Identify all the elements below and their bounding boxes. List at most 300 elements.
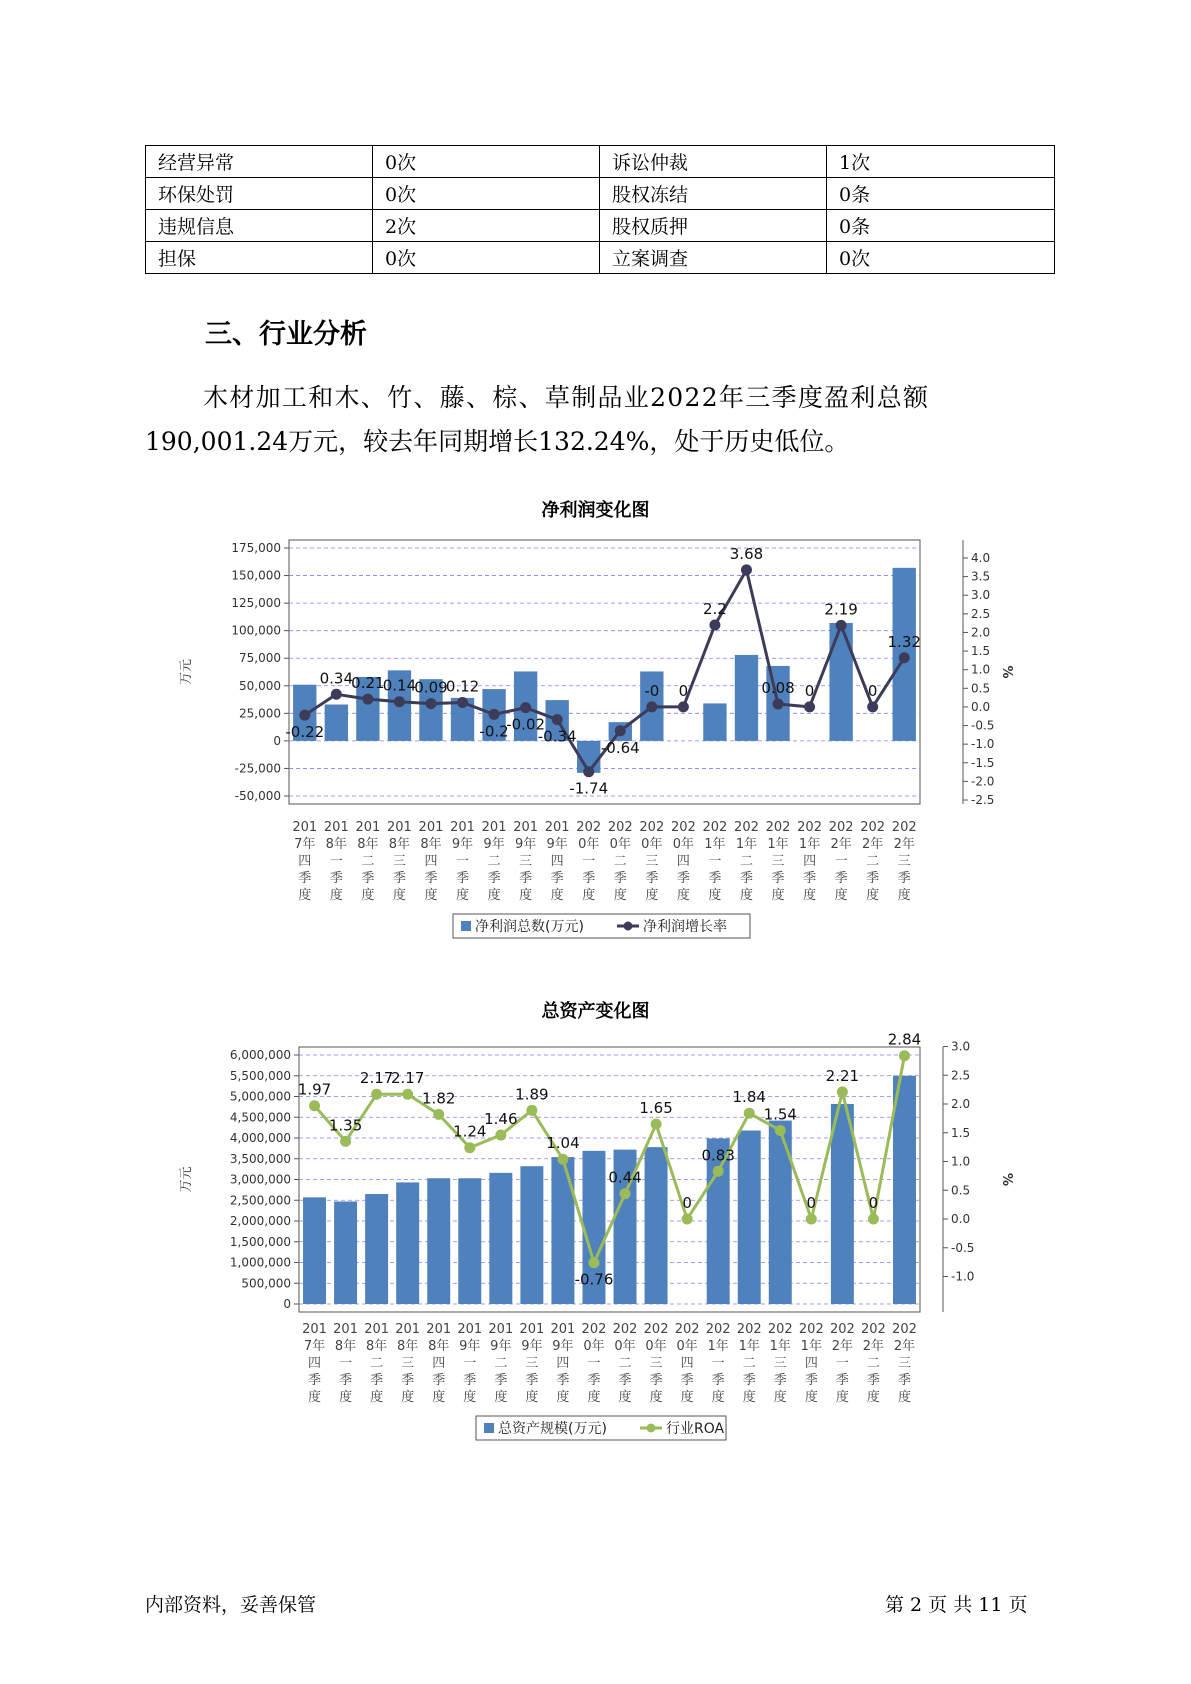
x-tick-label: 季 [339, 1373, 353, 1388]
x-tick-label: 三 [645, 854, 659, 869]
y-tick-label: 3,500,000 [229, 1151, 291, 1166]
line-point [867, 701, 878, 712]
x-tick-label: 三 [773, 1356, 787, 1371]
x-tick-label: 季 [424, 871, 438, 886]
paragraph-line-2: 190,001.24万元，较去年同期增长132.24%，处于历史低位。 [145, 427, 850, 456]
x-tick-label: 1年 [707, 1339, 729, 1354]
x-tick-label: 202 [674, 1322, 700, 1337]
x-tick-label: 四 [803, 854, 817, 869]
line-point [588, 1257, 599, 1268]
x-tick-label: 三 [649, 1356, 663, 1371]
x-tick-label: 度 [494, 1390, 508, 1405]
y-tick-label: 6,000,000 [229, 1048, 291, 1062]
x-tick-label: 0年 [672, 837, 695, 852]
x-tick-label: 四 [298, 854, 312, 869]
bar [769, 1121, 792, 1304]
data-label: 1.24 [453, 1122, 487, 1141]
x-tick-label: 9年 [490, 1339, 512, 1354]
y2-tick-label: 1.0 [971, 662, 991, 677]
data-label: -0 [644, 681, 660, 700]
data-label: 0 [868, 1194, 879, 1212]
x-tick-label: 四 [804, 1356, 818, 1371]
x-tick-label: 度 [866, 888, 880, 903]
y-tick-label: 175,000 [231, 541, 281, 555]
y2-axis-title: % [999, 665, 1014, 679]
x-tick-label: 季 [803, 871, 817, 886]
table-label-cell: 诉讼仲裁 [600, 146, 827, 178]
x-tick-label: 度 [519, 888, 533, 903]
x-tick-label: 9年 [552, 1339, 574, 1354]
x-tick-label: 二 [613, 854, 627, 869]
legend-bar-label: 总资产规模(万元) [498, 1421, 607, 1437]
data-label: 2.21 [825, 1066, 860, 1085]
x-tick-label: 度 [582, 888, 596, 903]
x-tick-label: 度 [329, 888, 343, 903]
data-label: 0 [806, 1194, 817, 1212]
x-tick-label: 四 [550, 854, 564, 869]
x-tick-label: 度 [680, 1390, 694, 1405]
y-tick-label: 1,500,000 [229, 1234, 291, 1249]
data-label: 0.34 [319, 669, 354, 688]
x-tick-label: 2年 [893, 1339, 916, 1354]
x-tick-label: 二 [866, 1356, 880, 1371]
data-label: 2.2 [702, 600, 727, 619]
bar [831, 1104, 854, 1304]
line-point [402, 1089, 413, 1100]
x-tick-label: 二 [618, 1356, 632, 1371]
x-tick-label: 度 [708, 888, 722, 903]
table-value-cell: 2次 [373, 210, 600, 242]
data-label: -0.22 [285, 723, 325, 742]
table-label-cell: 股权质押 [600, 210, 827, 242]
x-tick-label: 季 [773, 1373, 787, 1388]
x-tick-label: 季 [676, 871, 690, 886]
x-tick-label: 度 [370, 1390, 384, 1405]
data-label: 0.09 [414, 678, 448, 697]
y2-tick-label: 2.5 [951, 1068, 971, 1083]
y2-tick-label: 0.0 [971, 699, 991, 714]
y-tick-label: 150,000 [231, 568, 281, 583]
x-tick-label: 202 [639, 820, 665, 835]
x-tick-label: 三 [519, 854, 533, 869]
x-tick-label: 0年 [614, 1339, 636, 1354]
line-point [615, 725, 626, 736]
bar [303, 1197, 326, 1304]
x-tick-label: 8年 [334, 1339, 357, 1354]
y-axis-title: 万元 [179, 1166, 194, 1193]
x-tick-label: 度 [550, 888, 564, 903]
table-label-cell: 环保处罚 [146, 178, 373, 210]
line-point [371, 1089, 382, 1100]
x-tick-label: 201 [387, 820, 412, 835]
y-tick-label: 100,000 [231, 623, 281, 638]
x-tick-label: 季 [897, 1373, 911, 1388]
x-tick-label: 季 [582, 871, 596, 886]
x-tick-label: 度 [834, 888, 848, 903]
bar [396, 1182, 419, 1304]
data-label: 0 [867, 681, 878, 700]
line-point [331, 689, 342, 700]
x-tick-label: 季 [587, 1373, 601, 1388]
x-tick-label: 季 [771, 871, 785, 886]
x-tick-label: 9年 [521, 1339, 543, 1354]
paragraph-line-1: 木材加工和木、竹、藤、棕、草制品业2022年三季度盈利总额 [203, 383, 930, 412]
x-tick-label: 201 [488, 1322, 514, 1337]
x-tick-label: 202 [798, 1322, 824, 1337]
x-tick-label: 201 [481, 820, 507, 835]
x-tick-label: 202 [736, 1322, 762, 1337]
y-tick-label: 3,000,000 [229, 1172, 291, 1187]
x-tick-label: 8年 [325, 837, 347, 852]
line-point [526, 1105, 537, 1116]
x-tick-label: 2年 [862, 1339, 885, 1354]
line-point [520, 702, 531, 713]
bar [738, 1131, 761, 1304]
bar [489, 1173, 512, 1304]
line-point [899, 1050, 910, 1061]
footer-page-number: 第 2 页 共 11 页 [885, 1594, 1028, 1616]
y-tick-label: 2,000,000 [229, 1214, 291, 1228]
x-tick-label: 201 [364, 1322, 390, 1337]
y2-tick-label: -2.5 [971, 793, 995, 807]
x-tick-label: 1年 [704, 837, 726, 852]
data-label: 1.89 [515, 1085, 549, 1104]
x-tick-label: 9年 [483, 837, 505, 852]
x-tick-label: 1年 [800, 1339, 822, 1354]
x-tick-label: 季 [487, 871, 501, 886]
data-label: 2.84 [887, 1030, 922, 1049]
x-tick-label: 202 [734, 820, 759, 835]
y-axis-title: 万元 [179, 658, 194, 686]
x-tick-label: 8年 [357, 837, 379, 852]
x-tick-label: 二 [361, 854, 375, 869]
x-tick-label: 8年 [428, 1339, 450, 1354]
x-tick-label: 202 [765, 820, 791, 835]
bar [427, 1178, 450, 1304]
bar [325, 705, 348, 741]
x-tick-label: 一 [456, 854, 470, 869]
bar [735, 655, 758, 741]
x-tick-label: 季 [525, 1373, 539, 1388]
x-tick-label: 四 [556, 1356, 570, 1371]
y-tick-label: 25,000 [239, 706, 281, 721]
line-point [837, 1086, 848, 1097]
x-tick-label: 8年 [420, 837, 442, 852]
x-tick-label: 202 [828, 820, 854, 835]
table-row [146, 146, 1055, 178]
x-tick-label: 一 [708, 854, 722, 869]
x-tick-label: 2年 [862, 837, 884, 852]
table-label-cell: 股权冻结 [600, 178, 827, 210]
table-value-cell: 0次 [373, 242, 600, 274]
y-tick-label: 5,000,000 [229, 1089, 291, 1104]
chart1-title: 净利润变化图 [541, 500, 650, 521]
x-tick-label: 一 [834, 854, 848, 869]
x-tick-label: 度 [392, 888, 406, 903]
x-tick-label: 度 [711, 1390, 725, 1405]
data-label: 1.84 [732, 1088, 766, 1107]
x-tick-label: 季 [897, 871, 911, 886]
y2-tick-label: -1.5 [971, 755, 995, 770]
x-tick-label: 度 [463, 1390, 477, 1405]
x-tick-label: 201 [333, 1322, 358, 1337]
y2-tick-label: 2.0 [951, 1097, 971, 1111]
table-value-cell: 0条 [827, 210, 1055, 242]
line-point [464, 1142, 475, 1153]
x-tick-label: 度 [401, 1390, 415, 1405]
line-point [646, 701, 657, 712]
y-tick-label: 0 [283, 1297, 291, 1311]
x-tick-label: 202 [892, 1322, 917, 1337]
x-tick-label: 四 [424, 854, 438, 869]
x-tick-label: 度 [739, 888, 753, 903]
x-tick-label: 季 [618, 1373, 632, 1388]
x-tick-label: 季 [866, 871, 880, 886]
x-tick-label: 1年 [798, 837, 821, 852]
x-tick-label: 二 [494, 1356, 508, 1371]
line-point [806, 1214, 817, 1225]
data-label: -0.2 [479, 722, 509, 741]
x-tick-label: 8年 [365, 1339, 388, 1354]
line-point [394, 696, 405, 707]
y2-tick-label: 3.0 [951, 1039, 971, 1054]
chart2-title: 总资产变化图 [541, 1001, 650, 1022]
bar [829, 623, 852, 741]
line-point [362, 694, 373, 705]
data-label: 0.44 [608, 1168, 642, 1187]
x-tick-label: 三 [897, 854, 911, 869]
x-tick-label: 一 [463, 1356, 477, 1371]
x-tick-label: 一 [582, 854, 596, 869]
x-tick-label: 二 [370, 1356, 384, 1371]
x-tick-label: 2年 [893, 837, 915, 852]
line-point [309, 1100, 320, 1111]
x-tick-label: 季 [308, 1373, 322, 1388]
x-tick-label: 季 [494, 1373, 508, 1388]
x-tick-label: 1年 [735, 837, 758, 852]
y2-tick-label: -0.5 [971, 718, 995, 733]
data-label: -0.34 [537, 727, 577, 746]
x-tick-label: 三 [392, 854, 406, 869]
x-tick-label: 季 [711, 1373, 725, 1388]
line-point [682, 1214, 693, 1225]
x-tick-label: 201 [418, 820, 444, 835]
y-tick-label: 0 [273, 733, 281, 748]
legend-bar-swatch [461, 921, 471, 931]
line-point [836, 620, 847, 631]
y2-tick-label: 0.0 [951, 1212, 971, 1226]
bar [520, 1166, 543, 1304]
x-tick-label: 202 [581, 1322, 607, 1337]
line-point [773, 698, 784, 709]
data-label: 0 [682, 1194, 692, 1212]
y-tick-label: 50,000 [239, 678, 281, 693]
y-tick-label: 2,500,000 [229, 1193, 291, 1208]
x-tick-label: 度 [645, 888, 659, 903]
y-tick-label: 75,000 [239, 651, 281, 666]
data-label: 1.97 [297, 1080, 332, 1099]
x-tick-label: 202 [670, 820, 696, 835]
x-tick-label: 9年 [546, 837, 568, 852]
line-point [340, 1136, 351, 1147]
y2-tick-label: -2.0 [971, 774, 995, 789]
data-label: 2.17 [359, 1069, 394, 1088]
legend-bar-label: 净利润总数(万元) [475, 919, 584, 935]
table-row [146, 178, 1055, 210]
x-tick-label: 度 [897, 888, 911, 903]
x-tick-label: 201 [426, 1322, 452, 1337]
x-tick-label: 度 [676, 888, 690, 903]
y2-axis-title: % [999, 1172, 1014, 1187]
x-tick-label: 202 [612, 1322, 638, 1337]
x-tick-label: 9年 [459, 1339, 481, 1354]
x-tick-label: 度 [587, 1390, 601, 1405]
x-tick-label: 三 [897, 1356, 911, 1371]
x-tick-label: 度 [298, 888, 312, 903]
x-tick-label: 季 [370, 1373, 384, 1388]
x-tick-label: 季 [649, 1373, 663, 1388]
x-tick-label: 季 [834, 871, 848, 886]
x-tick-label: 度 [835, 1390, 849, 1405]
x-tick-label: 季 [550, 871, 564, 886]
x-tick-label: 度 [804, 1390, 818, 1405]
x-tick-label: 202 [643, 1322, 669, 1337]
x-tick-label: 季 [519, 871, 533, 886]
x-tick-label: 季 [708, 871, 722, 886]
y2-tick-label: 0.5 [951, 1183, 971, 1198]
x-tick-label: 季 [392, 871, 406, 886]
data-label: 1.04 [546, 1134, 580, 1153]
x-tick-label: 202 [607, 820, 633, 835]
y-tick-label: -50,000 [234, 789, 281, 803]
data-label: 2.19 [824, 600, 858, 619]
bar [703, 703, 726, 740]
x-tick-label: 度 [339, 1390, 353, 1405]
line-point [678, 701, 689, 712]
x-tick-label: 7年 [294, 837, 316, 852]
x-tick-label: 季 [361, 871, 375, 886]
x-tick-label: 201 [450, 820, 475, 835]
x-tick-label: 202 [891, 820, 917, 835]
line-point [299, 710, 310, 721]
table-row [146, 242, 1055, 274]
data-label: 1.46 [484, 1110, 518, 1129]
x-tick-label: 201 [550, 1322, 576, 1337]
table-row [146, 210, 1055, 242]
footer-left: 内部资料，妥善保管 [145, 1594, 317, 1616]
bar [458, 1178, 481, 1304]
line-point [899, 652, 910, 663]
x-tick-label: 二 [739, 854, 753, 869]
x-tick-label: 度 [308, 1390, 322, 1405]
line-point [651, 1119, 662, 1130]
x-tick-label: 度 [773, 1390, 787, 1405]
x-tick-label: 度 [618, 1390, 632, 1405]
y-tick-label: 500,000 [241, 1276, 291, 1291]
table-value-cell: 0次 [373, 146, 600, 178]
analysis-paragraph [145, 376, 1065, 464]
y-tick-label: 125,000 [231, 596, 281, 611]
x-tick-label: 202 [705, 1322, 731, 1337]
x-tick-label: 201 [457, 1322, 483, 1337]
x-tick-label: 1年 [738, 1339, 760, 1354]
x-tick-label: 季 [401, 1373, 415, 1388]
y-tick-label: 5,500,000 [229, 1068, 291, 1083]
bar [551, 1157, 574, 1304]
line-point [713, 1166, 724, 1177]
legend-line-marker [647, 1424, 656, 1433]
line-point [775, 1125, 786, 1136]
data-label: 1.82 [422, 1089, 456, 1108]
x-tick-label: 201 [395, 1322, 421, 1337]
x-tick-label: 9年 [451, 837, 474, 852]
x-tick-label: 201 [323, 820, 349, 835]
x-tick-label: 一 [339, 1356, 353, 1371]
x-tick-label: 度 [803, 888, 817, 903]
line-point [868, 1214, 879, 1225]
data-label: 0.83 [701, 1146, 735, 1165]
x-tick-label: 季 [613, 871, 627, 886]
x-tick-label: 度 [742, 1390, 756, 1405]
y2-tick-label: 2.5 [971, 606, 991, 621]
x-tick-label: 季 [456, 871, 470, 886]
data-label: 1.32 [887, 632, 921, 651]
table-label-cell: 担保 [146, 242, 373, 274]
x-tick-label: 0年 [641, 837, 663, 852]
y-tick-label: 1,000,000 [229, 1255, 291, 1270]
x-tick-label: 季 [645, 871, 659, 886]
table-value-cell: 0次 [373, 178, 600, 210]
data-label: 0.14 [382, 676, 417, 695]
x-tick-label: 202 [702, 820, 728, 835]
x-tick-label: 202 [797, 820, 822, 835]
x-tick-label: 度 [361, 888, 375, 903]
data-label: 0 [804, 681, 815, 700]
x-tick-label: 202 [861, 1322, 886, 1337]
line-point [457, 697, 468, 708]
x-tick-label: 0年 [609, 837, 631, 852]
section-title: 三、行业分析 [205, 319, 367, 350]
x-tick-label: 四 [432, 1356, 446, 1371]
x-tick-label: 1年 [767, 837, 789, 852]
x-tick-label: 7年 [303, 1339, 326, 1354]
y2-tick-label: 1.5 [971, 644, 991, 659]
x-tick-label: 度 [897, 1390, 911, 1405]
line-point [709, 620, 720, 631]
x-tick-label: 一 [329, 854, 343, 869]
x-tick-label: 201 [302, 1322, 327, 1337]
data-label: 0 [678, 681, 689, 700]
y2-tick-label: -1.0 [971, 737, 995, 752]
y-tick-label: 4,000,000 [229, 1131, 291, 1145]
y2-tick-label: 2.0 [971, 625, 991, 640]
x-tick-label: 一 [587, 1356, 601, 1371]
bar [645, 1147, 668, 1304]
line-point [552, 714, 563, 725]
line-point [489, 709, 500, 720]
x-tick-label: 0年 [676, 1339, 698, 1354]
y2-tick-label: 3.0 [971, 588, 991, 603]
x-tick-label: 度 [525, 1390, 539, 1405]
net-profit-chart [0, 525, 1191, 975]
x-tick-label: 二 [866, 854, 880, 869]
x-tick-label: 四 [676, 854, 690, 869]
x-tick-label: 0年 [583, 1339, 605, 1354]
x-tick-label: 三 [771, 854, 785, 869]
plot-area [289, 540, 920, 804]
x-tick-label: 8年 [388, 837, 411, 852]
line-point [557, 1154, 568, 1165]
